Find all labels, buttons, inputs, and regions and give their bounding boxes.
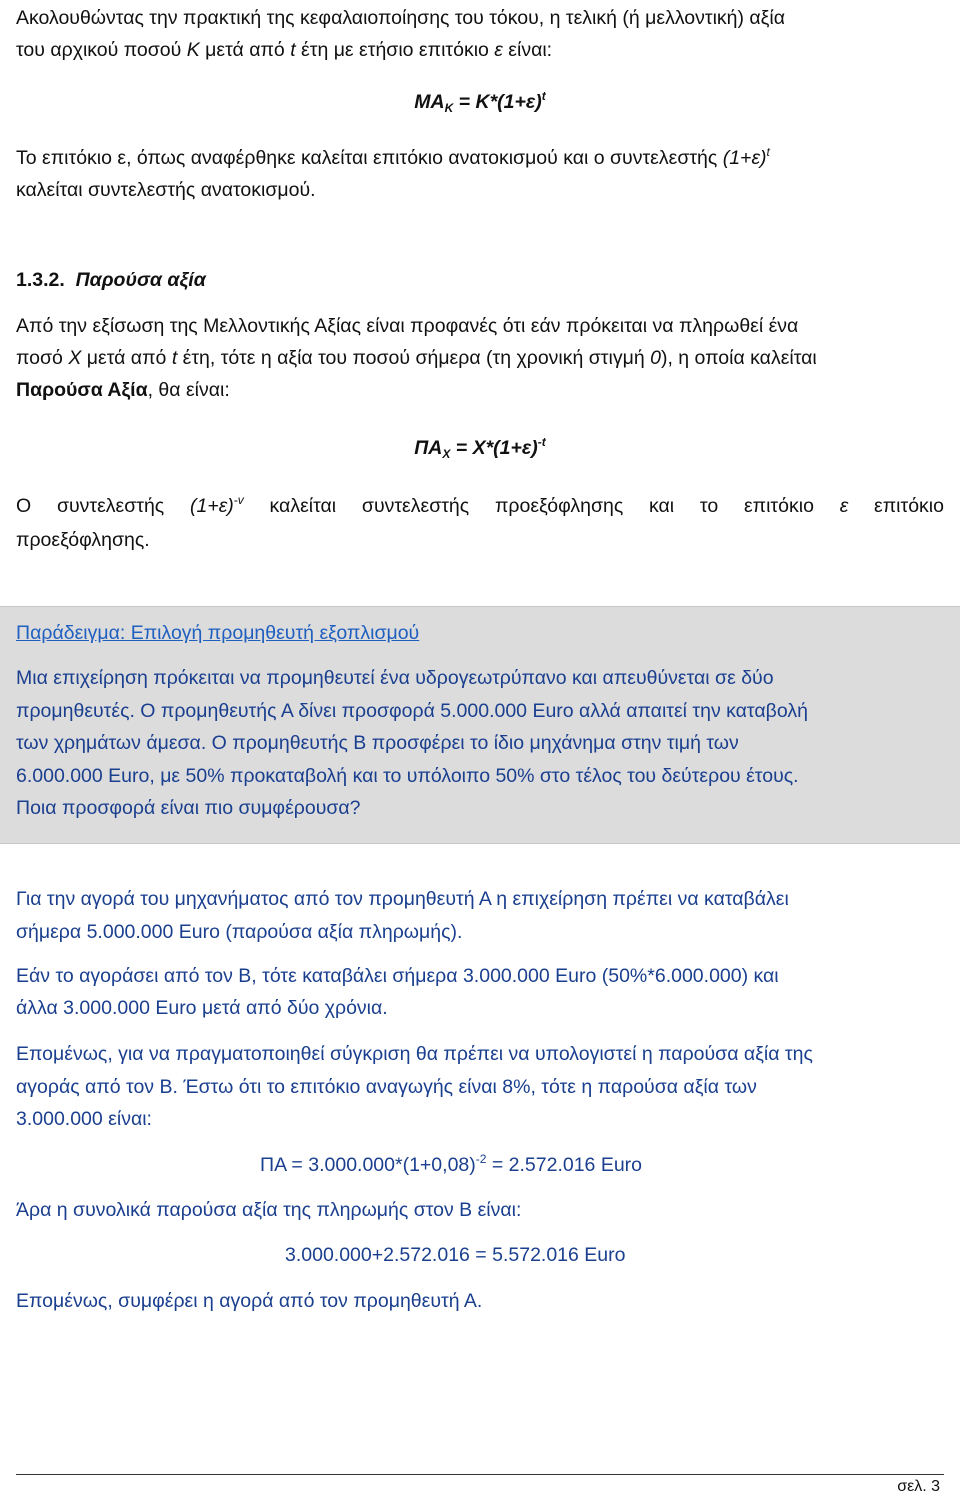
calculation-1 (260, 1153, 944, 1177)
discount-word: συντελεστής (361, 495, 470, 517)
present-value-text: έτη, τότε η αξία του ποσού σήμερα (τη χρονική στιγμή (177, 347, 651, 369)
present-value-text: , θα είναι: (147, 379, 230, 401)
solution-p1-line-1: Για την αγορά του μηχανήματος από τον προμηθευτή Α η επιχείρηση πρέπει να καταβάλει (16, 888, 789, 910)
compound-factor-exponent: t (766, 145, 770, 159)
formula-future-value (0, 90, 960, 114)
discount-factor (190, 494, 244, 518)
present-value-text: ), η οποία καλείται (660, 347, 817, 369)
discount-word: προεξόφλησης (494, 495, 624, 517)
formula-lhs-subscript: Κ (444, 101, 454, 115)
calculation-2: 3.000.000+2.572.016 = 5.572.016 Euro (285, 1244, 626, 1266)
formula-rhs-superscript: t (541, 89, 546, 103)
discount-text: προεξόφλησης. (16, 529, 150, 551)
footer-rule (16, 1474, 944, 1475)
present-value-text: Από την εξίσωση της Μελλοντικής Αξίας είναι προφανές ότι εάν πρόκειται να πληρωθεί ένα (16, 315, 799, 337)
present-value-text: μετά από (81, 347, 172, 369)
example-line: προμηθευτές. Ο προμηθευτής Α δίνει προσφορά 5.000.000 Euro αλλά απαιτεί την καταβολή (16, 700, 808, 722)
discount-word: καλείται (269, 495, 337, 517)
formula-lhs: ΠΑ (414, 437, 443, 459)
formula-lhs-subscript: Χ (442, 447, 451, 461)
solution-p2-line-1: Εάν το αγοράσει από τον Β, τότε καταβάλει σήμερα 3.000.000 Euro (50%*6.000.000) και (16, 965, 779, 987)
example-line: Μια επιχείρηση πρόκειται να προμηθευτεί ένα υδρογεωτρύπανο και απευθύνεται σε δύο (16, 667, 774, 689)
discount-word: το (699, 495, 719, 517)
present-value-term: Παρούσα Αξία (16, 379, 148, 401)
rate-text: καλείται συντελεστής ανατοκισμού. (16, 179, 316, 201)
discount-word: επιτόκιο (743, 495, 814, 517)
formula-present-value (0, 436, 960, 460)
solution-p3-line-2: αγοράς από τον Β. Έστω ότι το επιτόκιο αναγωγής είναι 8%, τότε η παρούσα αξία των (16, 1076, 757, 1098)
calculation-exponent: -2 (475, 1152, 487, 1166)
formula-rhs: = Χ*(1+ε) (450, 437, 538, 459)
present-value-line-2 (16, 346, 944, 370)
present-value-line-3 (16, 378, 944, 402)
solution-p3-line-1: Επομένως, για να πραγματοποιηθεί σύγκριση θα πρέπει να υπολογιστεί η παρούσα αξία της (16, 1043, 813, 1065)
example-line: των χρημάτων άμεσα. Ο προμηθευτής Β προσφέρει το ίδιο μηχάνημα στην τιμή των (16, 732, 739, 754)
variable-e: ε (839, 495, 849, 517)
solution-p2-line-2: άλλα 3.000.000 Euro μετά από δύο χρόνια. (16, 997, 388, 1019)
variable-e: ε (494, 39, 503, 61)
example-title: Παράδειγμα: Επιλογή προμηθευτή εξοπλισμού (16, 622, 420, 644)
discount-word: επιτόκιο (874, 495, 944, 517)
rate-line-1 (16, 146, 944, 170)
intro-text: μετά από (199, 39, 291, 61)
discount-word: Ο (16, 495, 32, 517)
discount-factor-base: (1+ε) (189, 495, 234, 517)
page-number: σελ. 3 (897, 1478, 940, 1495)
formula-lhs: ΜΑ (414, 91, 445, 113)
solution-p1-line-2: σήμερα 5.000.000 Euro (παρούσα αξία πληρωμής). (16, 921, 463, 943)
compound-factor: (1+ε) (722, 147, 767, 169)
rate-line-2 (16, 178, 944, 202)
discount-word: και (649, 495, 675, 517)
present-value-text: ποσό (16, 347, 69, 369)
intro-text: έτη με ετήσιο επιτόκιο (295, 39, 495, 61)
discount-word: συντελεστής (56, 495, 165, 517)
example-line: 6.000.000 Euro, με 50% προκαταβολή και το υπόλοιπο 50% στο τέλος του δεύτερου έτους. (16, 765, 799, 787)
variable-k: Κ (186, 39, 200, 61)
calculation-result: = 2.572.016 Euro (486, 1154, 643, 1176)
section-number: 1.3.2. (16, 269, 65, 291)
intro-text: του αρχικού ποσού (16, 39, 187, 61)
solution-p4: Άρα η συνολικά παρούσα αξία της πληρωμής στον Β είναι: (16, 1199, 522, 1221)
time-zero: 0 (650, 347, 661, 369)
solution-p3-line-3: 3.000.000 είναι: (16, 1108, 152, 1130)
conclusion: Επομένως, συμφέρει η αγορά από τον προμηθευτή Α. (16, 1290, 483, 1312)
intro-line-1 (16, 6, 944, 30)
section-title: Παρούσα αξία (75, 269, 206, 291)
formula-rhs: = Κ*(1+ε) (453, 91, 542, 113)
discount-line-1 (16, 494, 944, 518)
formula-rhs-superscript: -t (537, 435, 546, 449)
variable-t: t (290, 39, 296, 61)
intro-line-2 (16, 38, 944, 62)
variable-x: Χ (68, 347, 82, 369)
variable-t: t (171, 347, 178, 369)
example-line: Ποια προσφορά είναι πιο συμφέρουσα? (16, 797, 361, 819)
discount-factor-exponent: -v (233, 493, 244, 507)
section-heading (16, 268, 944, 292)
intro-line-1-text: Ακολουθώντας την πρακτική της κεφαλαιοποίησης του τόκου, η τελική (ή μελλοντική) αξία (16, 7, 786, 29)
intro-text: είναι: (502, 39, 553, 61)
rate-text: Το επιτόκιο ε, όπως αναφέρθηκε καλείται επιτόκιο ανατοκισμού και ο συντελεστής (16, 147, 723, 169)
present-value-line-1 (16, 314, 944, 338)
discount-line-2 (16, 528, 944, 552)
calculation-lhs: ΠΑ = 3.000.000*(1+0,08) (260, 1154, 476, 1176)
